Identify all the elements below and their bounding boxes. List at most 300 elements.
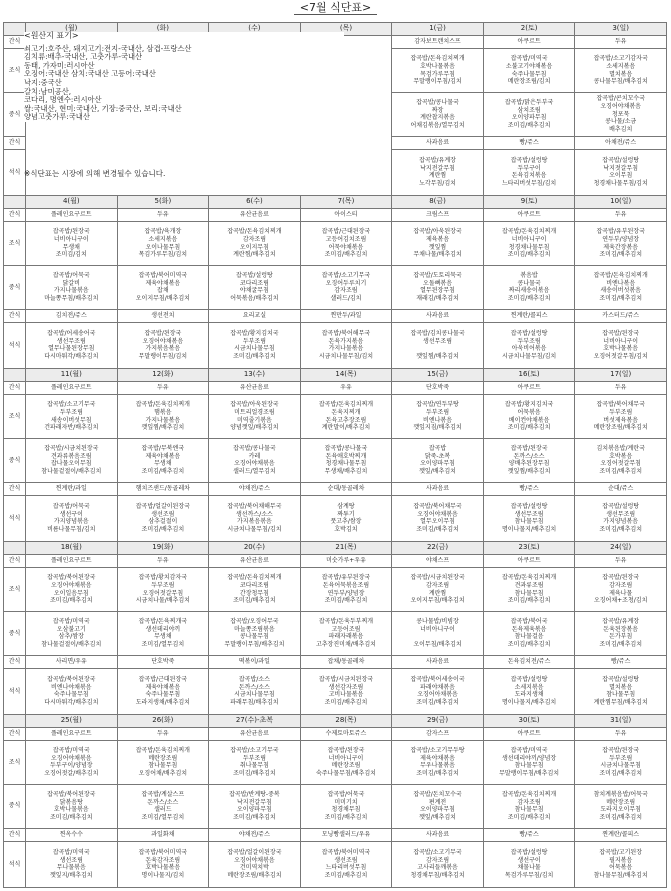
menu-item: 잡곡밥/육개장 (144, 228, 182, 236)
menu-cell (575, 828, 667, 841)
menu-item: 깻잎지짐/배추김치 (413, 424, 462, 432)
menu-cell (483, 395, 575, 439)
menu-item: 잡곡밥/설렁탕 (602, 676, 640, 684)
menu-item: 빵/쥬스 (519, 485, 539, 493)
menu-item: 삼추걸절이 (148, 518, 178, 526)
menu-item: 두부조림 (609, 754, 633, 762)
menu-cell (575, 136, 667, 149)
menu-item: 조미김/배추김치 (416, 525, 459, 533)
menu-item: 미역줄기볶음 (237, 416, 272, 424)
meal-label: 조식 (4, 568, 26, 612)
menu-item: 메란장조림/배추김치 (593, 424, 648, 432)
menu-cell (209, 495, 301, 541)
menu-item: 시금치나물무침/김치 (227, 525, 282, 533)
menu-cell (209, 149, 301, 195)
day-header: 31(일) (575, 714, 667, 727)
menu-item: 잡곡밥/돈육김치찌개 (135, 401, 190, 409)
menu-cell (575, 36, 667, 49)
menu-item: 오돌뼈볶음 (423, 279, 453, 287)
menu-cell (300, 322, 392, 368)
menu-item: 참나물걸음 (514, 633, 544, 641)
menu-cell (392, 438, 484, 482)
menu-cell (117, 841, 209, 887)
day-header: 17(일) (575, 368, 667, 381)
menu-item: 감자조림 (242, 236, 266, 243)
menu-item: 잡곡밥/북어채무국 (596, 401, 645, 409)
menu-cell (117, 828, 209, 841)
menu-item: 생선무조림 (423, 337, 453, 345)
menu-item: 메란장조림 (148, 754, 178, 762)
menu-item: 김치전/쥬스 (55, 312, 87, 320)
menu-cell (392, 568, 484, 612)
menu-item: 배추김치 (609, 125, 633, 133)
menu-item: 너비아니구이 (420, 625, 455, 633)
menu-item: 두유 (157, 211, 169, 219)
day-header: 23(토) (483, 541, 575, 554)
menu-item: 잡곡밥/미역국 (510, 55, 548, 63)
menu-cell (392, 727, 484, 740)
day-header: 21(목) (300, 541, 392, 554)
menu-item: 계란말이/배추김치 (321, 424, 371, 432)
menu-cell (483, 784, 575, 828)
meal-row-lunch (4, 741, 667, 785)
menu-item: 조미김/배추김치 (507, 122, 551, 130)
menu-item: 오징어야채볶음 (600, 103, 641, 111)
menu-cell (26, 482, 118, 495)
menu-item: 제육볶음 (425, 236, 450, 243)
day-header: 11(월) (26, 368, 118, 381)
menu-item: 사리면/우유 (55, 657, 87, 665)
menu-item: 참나물무침 (148, 762, 178, 770)
menu-item: 잡곡밥/된장국 (52, 228, 90, 236)
menu-item: 오징어젓갈/배추김치 (44, 770, 99, 778)
menu-cell (392, 828, 484, 841)
menu-item: 잡곡밥/근대된장국 (138, 676, 188, 684)
menu-item: 잡곡밥/어세송어국 (47, 330, 96, 338)
menu-item: 참나물겉절이/배추김치 (41, 467, 102, 475)
menu-item: 깻잎찜/배추김치 (507, 467, 551, 475)
menu-item: 열무나물된장무침 (48, 345, 95, 353)
menu-item: 잡곡밥/북어된장국 (47, 791, 96, 799)
menu-cell (209, 784, 301, 828)
menu-cell (392, 266, 484, 310)
menu-item: 시금치나물무침 (234, 691, 275, 699)
menu-cell (117, 668, 209, 714)
menu-item (27, 139, 116, 147)
menu-item: 건미역치박 (239, 864, 269, 872)
menu-cell (483, 93, 575, 137)
menu-item: 오삼불고기 (56, 625, 86, 633)
menu-cell (483, 49, 575, 93)
menu-item: 돈까스/소스 (238, 683, 270, 691)
menu-item: 김치볶음밥/계란국 (596, 445, 645, 453)
menu-cell (392, 611, 484, 655)
menu-item: 느타리버섯무침 (325, 864, 367, 872)
corner-cell (4, 195, 26, 208)
menu-item: 파래자래볶음 (328, 633, 364, 641)
menu-cell (392, 784, 484, 828)
day-header: 25(월) (26, 714, 118, 727)
origin-notice-line: 갈치:남미공산, (24, 86, 72, 96)
menu-item: 조미김/김치 (55, 251, 87, 259)
menu-item: 마늘쫑조림볶음 (234, 625, 275, 633)
menu-item: 플레인요구르트 (50, 557, 92, 565)
menu-item: 콩나물국 (517, 279, 541, 287)
menu-item: 돈육제육볶음 (511, 625, 547, 633)
menu-cell (300, 395, 392, 439)
menu-item: 참치계볶음밥/어묵국 (593, 791, 648, 799)
menu-cell (209, 309, 301, 322)
menu-cell (483, 438, 575, 482)
menu-item: 조미김/배추김치 (233, 597, 276, 605)
corner-cell (4, 23, 26, 36)
menu-item: 다시마튀각/배추김치 (44, 353, 99, 360)
meal-row-dinner (4, 266, 667, 310)
menu-item: 비엔나볶음 (423, 416, 453, 424)
menu-item: 제육나물 (609, 589, 633, 597)
menu-item: 잡곡밥/북어국 (510, 618, 548, 626)
meal-row-lunch (4, 568, 667, 612)
menu-cell (300, 741, 392, 785)
menu-item: 소세지볶음 (148, 236, 178, 243)
menu-item: 참나물무침 (514, 589, 544, 597)
menu-item: 카스터드/쥬스 (602, 312, 640, 320)
day-header: 9(토) (483, 195, 575, 208)
menu-cell (209, 382, 301, 395)
meal-label: 중식 (4, 93, 26, 137)
menu-item: 목검가루무침/김치 (504, 871, 554, 879)
menu-item: 짜투기 (337, 510, 355, 518)
menu-item: 야채스프 (425, 557, 450, 565)
menu-item: 마늘쫑무침/배추김치 (44, 294, 99, 302)
meal-row-lunch (4, 222, 667, 266)
menu-item: 잡곡밥/소고기감자국 (593, 55, 648, 63)
menu-item: 잡곡밥/설렁탕 (510, 157, 548, 165)
meal-label: 간식 (4, 727, 26, 740)
menu-cell (575, 222, 667, 266)
menu-item: 잡곡밥/김치콩나물국 (410, 330, 465, 338)
menu-cell (117, 784, 209, 828)
menu-cell (392, 382, 484, 395)
menu-cell (117, 554, 209, 567)
meal-label: 간식 (4, 209, 26, 222)
menu-item: 잡곡밥/돈육찌개국 (138, 618, 188, 626)
menu-item: 잡곡밥/돈육김치찌개 (410, 55, 465, 63)
day-header-row (4, 714, 667, 727)
day-header: 30(토) (483, 714, 575, 727)
menu-item: 카레 (248, 452, 261, 460)
menu-item: 아쿠르트 (517, 38, 541, 46)
menu-item: 잡곡밥/북어된장국 (47, 574, 96, 582)
menu-item: 삼치조림 (517, 106, 541, 114)
menu-item: 오이양파무침 (511, 114, 547, 122)
menu-cell (209, 395, 301, 439)
menu-item: 잡곡밥/맑은두부국 (504, 99, 554, 107)
menu-item: 생선무조림 (56, 337, 86, 345)
menu-item: 잡곡밥/돈육김치찌개 (318, 401, 374, 409)
origin-notice-title: <원산지 표기> (24, 31, 79, 40)
menu-item: 유산균음료 (239, 557, 269, 565)
day-header: 1(금) (392, 23, 484, 36)
menu-item: 잡곡밥/유부된장국 (321, 574, 371, 582)
menu-item: 어묵볶음 (609, 864, 633, 872)
menu-item: 잡곡밥/유계장 (602, 618, 640, 626)
menu-item: 오이무침/배추김치 (413, 640, 462, 648)
menu-cell (300, 784, 392, 828)
menu-cell (575, 495, 667, 541)
menu-item: 아채전/쥬스 (605, 139, 637, 147)
menu-cell (300, 136, 392, 149)
menu-cell (392, 93, 484, 137)
menu-item: 조미김/배추김치 (507, 597, 551, 605)
menu-cell (117, 309, 209, 322)
meal-label: 중식 (4, 438, 26, 482)
menu-item: 생선구이 (59, 510, 83, 518)
menu-item (301, 168, 390, 176)
menu-cell (392, 668, 484, 714)
menu-item: 조미김/배추김치 (599, 294, 642, 302)
menu-item: 잡곡밥/설렁탕 (236, 272, 273, 280)
menu-item: 잡곡밥/북어미역국 (138, 849, 188, 857)
meal-label: 조식 (4, 395, 26, 439)
menu-item: 사과음료 (425, 312, 450, 320)
menu-cell (575, 784, 667, 828)
menu-item: 조미김/배추김치 (324, 597, 368, 605)
menu-cell (300, 841, 392, 887)
menu-item: 계란찹지볶음 (420, 114, 455, 122)
menu-item: 호박김치 (334, 525, 358, 533)
menu-item: 삼추/쌈장 (58, 633, 84, 641)
menu-item: 견과류조림 (514, 581, 544, 589)
meal-label: 석식 (4, 322, 26, 368)
menu-item: 돈육감자조림 (145, 856, 181, 864)
menu-item: 두부구이/양념장 (49, 762, 93, 770)
menu-item: 느타리버섯무침/김치 (502, 180, 557, 188)
menu-cell (26, 841, 118, 887)
meal-row-snack (4, 727, 667, 740)
menu-item: 잡곡밥/설렁탕 (510, 849, 548, 857)
menu-cell (209, 482, 301, 495)
menu-item: 잡곡밥/미역국 (52, 849, 90, 857)
menu-cell (300, 309, 392, 322)
menu-item: 참나물무침 (514, 518, 544, 526)
menu-item: 무생채 (154, 460, 172, 468)
menu-item (210, 168, 300, 176)
menu-item: 빵/쥬스 (519, 830, 539, 838)
menu-item: 명이나물지/김치 (141, 871, 185, 879)
menu-item: 코다리조림 (239, 581, 269, 589)
menu-cell (575, 93, 667, 137)
menu-item: 조미김/배추김치 (507, 294, 551, 302)
menu-item: 떡볶이/과일 (238, 657, 270, 665)
menu-item: 도라지생채 (514, 691, 544, 699)
day-header: 14(목) (300, 368, 392, 381)
menu-item: 너비아니구이 (603, 337, 639, 345)
menu-item: 잡곡밥/황지김치국 (504, 401, 554, 409)
menu-cell (26, 266, 118, 310)
menu-item: 조미김/열무김치 (141, 813, 185, 821)
menu-item: 잡곡밥/소고기무두탕 (410, 747, 465, 755)
origin-notice-line: 코다리, 명엔수:러시아산 (24, 95, 102, 105)
menu-item: 잡곡밥/북어채무국 (413, 503, 462, 511)
meal-row-snack2 (4, 655, 667, 668)
menu-cell (300, 568, 392, 612)
menu-item: 어채김볶음/열무김치 (410, 122, 465, 130)
menu-cell (483, 828, 575, 841)
menu-item: 샐러드 (154, 806, 172, 814)
menu-item: 잡곡밥/설렁탕 (510, 503, 548, 511)
menu-item: 수제토마토쥬스 (325, 730, 367, 738)
menu-item: 조미김/배추김치 (233, 813, 276, 821)
menu-item: 너비아니구이 (53, 236, 89, 243)
menu-item: 짜장 (431, 106, 444, 114)
menu-item: 조미김/배추김치 (599, 525, 642, 533)
menu-item: 참나물무침 (514, 762, 544, 770)
menu-cell (117, 322, 209, 368)
menu-cell (117, 382, 209, 395)
menu-item: 잡곡밥/돈육김치찌개 (135, 747, 190, 755)
menu-item: 생선조림 (151, 510, 175, 518)
menu-cell (575, 438, 667, 482)
menu-item: 샐러드/김치 (330, 294, 362, 302)
meal-row-night (4, 841, 667, 887)
menu-item: 콩나물밥/비빔장 (416, 618, 459, 626)
menu-item: 잡곡밥/황치감자국 (138, 574, 188, 582)
menu-item: 제육야채볶음 (145, 452, 181, 460)
meal-label: 중식 (4, 784, 26, 828)
menu-cell (26, 741, 118, 785)
menu-item: 미트리얼경조림 (234, 408, 275, 416)
menu-item: 무생채 (62, 243, 80, 251)
menu-item: 잡곡밥/된장국 (327, 747, 365, 755)
menu-item: 순대/쥬스 (608, 485, 634, 493)
menu-item: 오징어채/배추김치 (138, 770, 188, 778)
menu-cell (26, 382, 118, 395)
menu-item: 돈육고추장조림 (325, 416, 367, 424)
menu-cell (300, 655, 392, 668)
meal-label: 석식 (4, 149, 26, 195)
menu-item: 생선무조림 (514, 510, 544, 518)
menu-cell (300, 149, 392, 195)
menu-item: 유산균음료 (239, 384, 269, 392)
menu-item: 어묵볶음 (517, 408, 541, 416)
menu-cell (26, 727, 118, 740)
menu-item: 참나물걸절이/배추김치 (41, 640, 102, 648)
menu-item: 생선데리야끼/양념장 (502, 754, 557, 762)
menu-item: 오이지무침/배추김치 (410, 597, 465, 605)
menu-item: 시금치나물/배추김치 (135, 597, 190, 605)
day-header: 5(화) (117, 195, 209, 208)
menu-item: 잡곡밥/된장국 (602, 574, 640, 582)
meal-label: 중식 (4, 266, 26, 310)
menu-item: 잡곡밥/콩나물국 (324, 445, 368, 453)
menu-item: 메란장조림/김치 (507, 78, 551, 86)
menu-item: 잡곡밥/유부된장국 (596, 228, 645, 236)
menu-item: 조미김/배추김치 (49, 597, 93, 605)
menu-cell (117, 482, 209, 495)
meal-row-snack (4, 382, 667, 395)
menu-item: 잡곡밥/된장국 (144, 330, 182, 338)
meal-label: 석식 (4, 841, 26, 887)
menu-item: 비엔나야채볶음 (50, 683, 92, 691)
day-header: 6(수) (209, 195, 301, 208)
menu-item: 잡곡밥/반계탕-중복 (229, 791, 280, 799)
menu-item: 단호박죽 (425, 384, 450, 392)
origin-notice-lines (24, 45, 344, 122)
menu-item: 잡곡밥/돈육김치찌개 (227, 228, 282, 236)
menu-item: 오징어야채볶음 (50, 581, 92, 589)
menu-cell (300, 209, 392, 222)
menu-item: 잡곡밥/된장국 (510, 445, 548, 453)
menu-item: 조미김/배추김치 (507, 424, 551, 432)
meal-label: 조식 (4, 741, 26, 785)
menu-item: 생선전치 (151, 312, 175, 320)
menu-item: 잡곡밥/북어된장국 (47, 676, 96, 684)
menu-item: 시금치나물무침/김치 (502, 353, 557, 360)
menu-item: 아욱비어볶음 (511, 345, 547, 353)
menu-cell (209, 209, 301, 222)
menu-item: 다시마튀각/배추김치 (44, 698, 99, 706)
corner-cell (4, 541, 26, 554)
menu-item: 조미김/배추김치 (233, 770, 276, 778)
menu-item (393, 633, 482, 641)
menu-item: 숙주나물무침 (53, 691, 89, 699)
menu-item: 플레인요구르트 (50, 384, 92, 392)
menu-item: 가지양념볶음 (53, 518, 89, 526)
menu-item: 조미김/배추김치 (324, 813, 368, 821)
menu-item: 두부조림 (242, 754, 266, 762)
day-header: 4(월) (26, 195, 118, 208)
menu-item: 오이양파무침 (420, 806, 455, 814)
menu-cell (117, 266, 209, 310)
menu-item: 돈육된장볶음 (603, 625, 639, 633)
menu-cell (575, 554, 667, 567)
menu-item: 잡곡밥/계살스프 (141, 791, 185, 799)
menu-cell (483, 554, 575, 567)
menu-cell (300, 668, 392, 714)
menu-item: 감자보트랜치스프 (414, 38, 461, 46)
menu-cell (392, 209, 484, 222)
menu-item: 깻잎찜/배추김치 (416, 353, 459, 360)
menu-cell (392, 149, 484, 195)
menu-item: 잡곡밥/소고기무국 (413, 849, 462, 857)
menu-cell (26, 668, 118, 714)
menu-cell (575, 322, 667, 368)
menu-cell (483, 322, 575, 368)
menu-item: 잡곡밥/미역국 (52, 747, 90, 755)
menu-cell (483, 482, 575, 495)
menu-item: 메란장조림/배추김치 (227, 871, 282, 879)
menu-item: 야채전/쥬스 (238, 830, 270, 838)
menu-cell (117, 438, 209, 482)
menu-item (301, 139, 390, 147)
menu-item: 연두부/양념장 (602, 236, 640, 243)
menu-item: 무생채/배추김치 (324, 467, 368, 475)
menu-item: 아이스티 (334, 211, 358, 219)
menu-item: 잡곡밥/소고기무국 (321, 272, 371, 280)
menu-item: 너비아니구이 (328, 754, 364, 762)
menu-item: 잡곡밥/오징어무국 (230, 618, 279, 626)
menu-item: 사과음료 (425, 657, 450, 665)
menu-item: 샐러드/열무김치 (233, 467, 276, 475)
menu-item: 계란찜 (428, 172, 447, 180)
menu-item: 빵/쥬스 (519, 139, 539, 147)
day-header: (월) (26, 23, 118, 36)
menu-cell (575, 655, 667, 668)
menu-item: 건파래자반/배추김치 (44, 424, 99, 432)
menu-item: 고추장진미채/배추김치 (315, 640, 376, 648)
menu-cell (300, 438, 392, 482)
